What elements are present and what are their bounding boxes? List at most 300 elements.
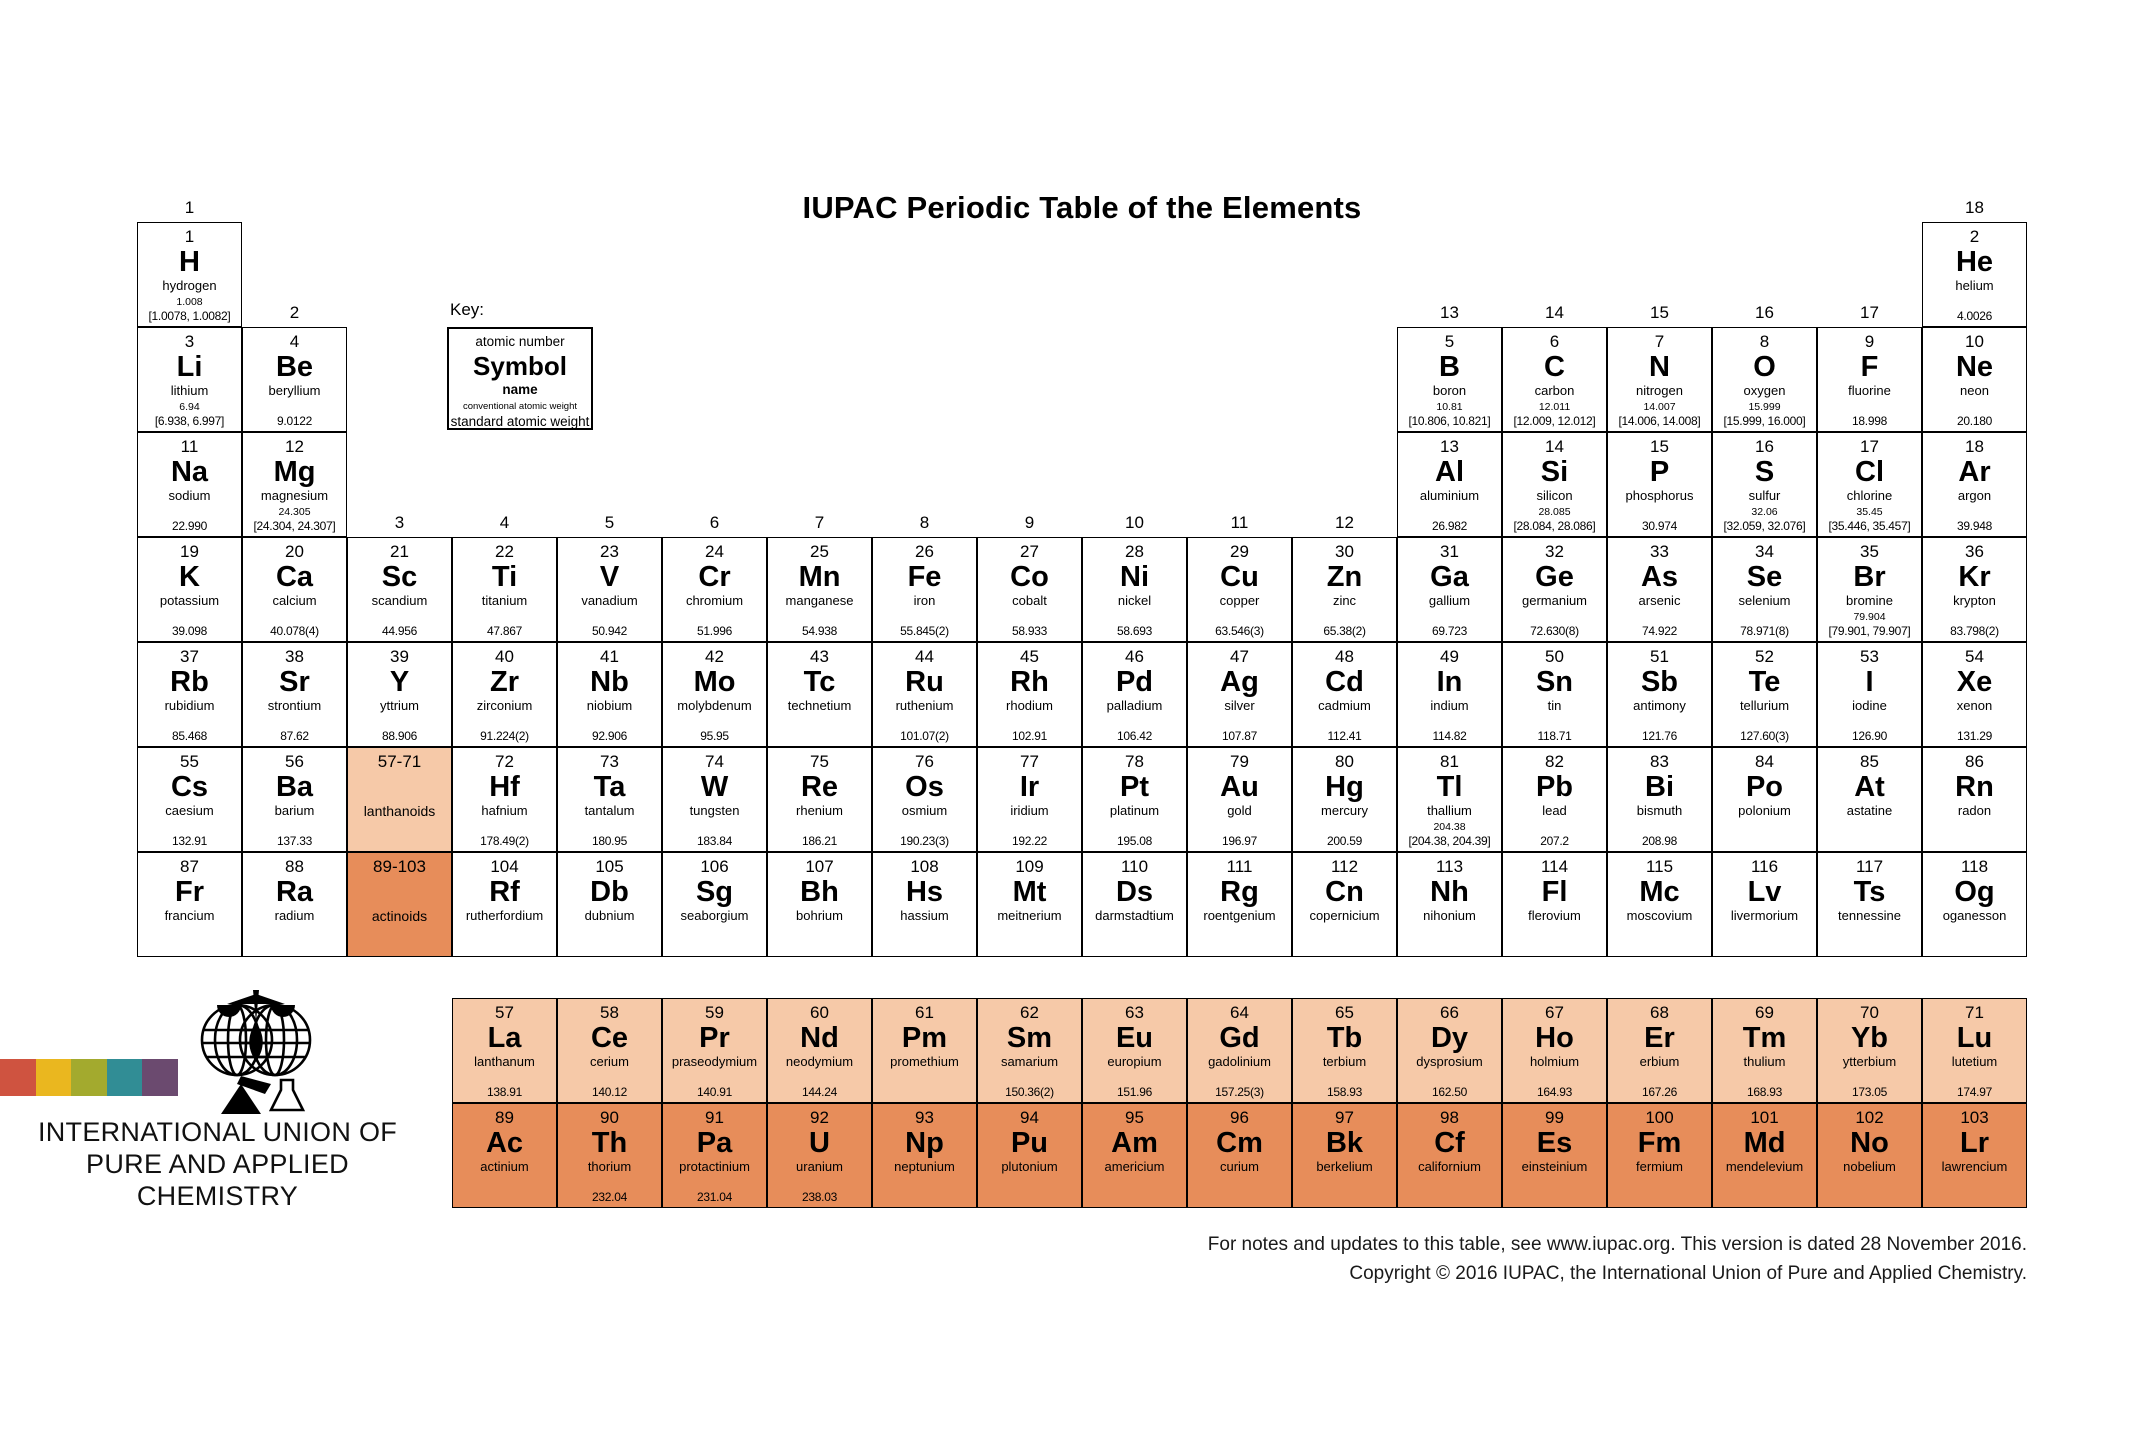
element-Ne bbox=[1922, 327, 2027, 432]
conventional-atomic-weight: 10.81 bbox=[1436, 401, 1463, 413]
standard-atomic-weight: 162.50 bbox=[1432, 1085, 1467, 1099]
atomic-number: 65 bbox=[1335, 1003, 1354, 1022]
element-At bbox=[1817, 747, 1922, 852]
element-name: gadolinium bbox=[1208, 1054, 1271, 1069]
element-Sc bbox=[347, 537, 452, 642]
element-name: barium bbox=[274, 803, 315, 818]
element-Bi bbox=[1607, 747, 1712, 852]
element-name: manganese bbox=[785, 593, 854, 608]
element-Ba bbox=[242, 747, 347, 852]
group-label-6: 6 bbox=[709, 513, 720, 532]
element-O bbox=[1712, 327, 1817, 432]
group-label-17: 17 bbox=[1860, 303, 1879, 322]
element-Pd bbox=[1082, 642, 1187, 747]
atomic-number: 106 bbox=[700, 857, 729, 876]
element-name: lutetium bbox=[1951, 1054, 1998, 1069]
element-symbol: Fm bbox=[1637, 1127, 1682, 1159]
atomic-number: 107 bbox=[805, 857, 834, 876]
element-symbol: Rg bbox=[1220, 876, 1259, 908]
element-Ni bbox=[1082, 537, 1187, 642]
element-Sm bbox=[977, 998, 1082, 1103]
element-symbol: Mo bbox=[693, 666, 736, 698]
element-Bk bbox=[1292, 1103, 1397, 1208]
element-name: cobalt bbox=[1012, 593, 1047, 608]
element-symbol: Cu bbox=[1220, 561, 1259, 593]
element-Mt bbox=[977, 852, 1082, 957]
element-symbol: Lr bbox=[1960, 1127, 1989, 1159]
element-symbol: Tm bbox=[1742, 1022, 1787, 1054]
element-symbol: P bbox=[1649, 456, 1670, 488]
element-symbol: Fl bbox=[1541, 876, 1568, 908]
element-name: niobium bbox=[586, 698, 633, 713]
element-symbol: Ds bbox=[1115, 876, 1154, 908]
element-symbol: Xe bbox=[1956, 666, 1993, 698]
iupac-emblem-icon bbox=[197, 988, 315, 1120]
standard-atomic-weight: 55.845(2) bbox=[900, 624, 949, 638]
element-Al bbox=[1397, 432, 1502, 537]
element-name: erbium bbox=[1639, 1054, 1680, 1069]
element-Rg bbox=[1187, 852, 1292, 957]
standard-atomic-weight: 151.96 bbox=[1117, 1085, 1152, 1099]
atomic-number: 60 bbox=[810, 1003, 829, 1022]
standard-atomic-weight: 118.71 bbox=[1537, 729, 1572, 743]
element-name: technetium bbox=[787, 698, 852, 713]
element-name: phosphorus bbox=[1625, 488, 1694, 503]
element-Ac bbox=[452, 1103, 557, 1208]
element-symbol: Sn bbox=[1535, 666, 1574, 698]
atomic-number: 13 bbox=[1440, 437, 1459, 456]
standard-atomic-weight: 74.922 bbox=[1642, 624, 1677, 638]
element-name: flerovium bbox=[1528, 908, 1581, 923]
group-label-3: 3 bbox=[394, 513, 405, 532]
element-K bbox=[137, 537, 242, 642]
series-label: actinoids bbox=[371, 907, 428, 924]
standard-atomic-weight: [10.806, 10.821] bbox=[1408, 414, 1491, 428]
element-Fr bbox=[137, 852, 242, 957]
element-Sn bbox=[1502, 642, 1607, 747]
standard-atomic-weight: 39.098 bbox=[172, 624, 207, 638]
color-bar-segment-5 bbox=[142, 1059, 178, 1096]
element-name: chromium bbox=[685, 593, 744, 608]
atomic-number: 81 bbox=[1440, 752, 1459, 771]
element-name: cerium bbox=[589, 1054, 629, 1069]
element-Gd bbox=[1187, 998, 1292, 1103]
element-name: bismuth bbox=[1636, 803, 1683, 818]
atomic-number: 104 bbox=[490, 857, 519, 876]
atomic-number: 66 bbox=[1440, 1003, 1459, 1022]
standard-atomic-weight: 168.93 bbox=[1747, 1085, 1782, 1099]
atomic-number: 23 bbox=[600, 542, 619, 561]
element-Fm bbox=[1607, 1103, 1712, 1208]
atomic-number: 89 bbox=[495, 1108, 514, 1127]
atomic-number: 118 bbox=[1960, 857, 1989, 876]
standard-atomic-weight: 178.49(2) bbox=[480, 834, 529, 848]
element-name: germanium bbox=[1521, 593, 1588, 608]
element-symbol: Pb bbox=[1535, 771, 1574, 803]
atomic-number: 27 bbox=[1020, 542, 1039, 561]
standard-atomic-weight: 121.76 bbox=[1642, 729, 1677, 743]
atomic-number-range: 57-71 bbox=[377, 752, 422, 771]
element-name: protactinium bbox=[679, 1159, 750, 1174]
standard-atomic-weight: 78.971(8) bbox=[1740, 624, 1789, 638]
element-symbol: Es bbox=[1536, 1127, 1573, 1159]
element-symbol: Ni bbox=[1120, 561, 1149, 593]
element-name: hydrogen bbox=[162, 278, 217, 293]
element-Tm bbox=[1712, 998, 1817, 1103]
element-name: astatine bbox=[1846, 803, 1893, 818]
element-symbol: Dy bbox=[1430, 1022, 1469, 1054]
element-name: promethium bbox=[890, 1054, 959, 1069]
element-Te bbox=[1712, 642, 1817, 747]
element-Db bbox=[557, 852, 662, 957]
element-symbol: Cf bbox=[1434, 1127, 1465, 1159]
element-Cr bbox=[662, 537, 767, 642]
standard-atomic-weight: 58.933 bbox=[1012, 624, 1047, 638]
element-symbol: Ta bbox=[593, 771, 626, 803]
atomic-number: 74 bbox=[705, 752, 724, 771]
standard-atomic-weight: 137.33 bbox=[277, 834, 312, 848]
conventional-atomic-weight: 15.999 bbox=[1748, 401, 1781, 413]
element-Zr bbox=[452, 642, 557, 747]
element-symbol: He bbox=[1955, 246, 1994, 278]
standard-atomic-weight: [35.446, 35.457] bbox=[1828, 519, 1911, 533]
element-Cl bbox=[1817, 432, 1922, 537]
element-name: terbium bbox=[1322, 1054, 1367, 1069]
atomic-number: 5 bbox=[1444, 332, 1455, 351]
element-symbol: Ru bbox=[905, 666, 944, 698]
footer-line2: Copyright © 2016 IUPAC, the International Union of Pure and Applied Chemistry. bbox=[1349, 1263, 2027, 1284]
element-Pm bbox=[872, 998, 977, 1103]
element-Ra bbox=[242, 852, 347, 957]
standard-atomic-weight: 44.956 bbox=[382, 624, 417, 638]
element-symbol: O bbox=[1753, 351, 1776, 383]
atomic-number: 55 bbox=[180, 752, 199, 771]
standard-atomic-weight: 4.0026 bbox=[1957, 309, 1992, 323]
element-name: berkelium bbox=[1316, 1159, 1373, 1174]
element-symbol: W bbox=[700, 771, 729, 803]
element-name: ruthenium bbox=[895, 698, 954, 713]
element-symbol: Rf bbox=[489, 876, 520, 908]
element-V bbox=[557, 537, 662, 642]
element-Am bbox=[1082, 1103, 1187, 1208]
standard-atomic-weight: 183.84 bbox=[697, 834, 732, 848]
element-Li bbox=[137, 327, 242, 432]
standard-atomic-weight: 140.12 bbox=[592, 1085, 627, 1099]
element-Co bbox=[977, 537, 1082, 642]
atomic-number: 59 bbox=[705, 1003, 724, 1022]
element-name: xenon bbox=[1956, 698, 1993, 713]
element-symbol: Ba bbox=[275, 771, 314, 803]
element-symbol: Pa bbox=[696, 1127, 733, 1159]
atomic-number: 58 bbox=[600, 1003, 619, 1022]
element-name: magnesium bbox=[260, 488, 329, 503]
element-name: zirconium bbox=[476, 698, 533, 713]
element-symbol: Th bbox=[591, 1127, 628, 1159]
element-Lr bbox=[1922, 1103, 2027, 1208]
standard-atomic-weight: [28.084, 28.086] bbox=[1513, 519, 1596, 533]
standard-atomic-weight: 65.38(2) bbox=[1323, 624, 1366, 638]
element-name: nihonium bbox=[1423, 908, 1476, 923]
element-symbol: Mt bbox=[1012, 876, 1047, 908]
element-Cf bbox=[1397, 1103, 1502, 1208]
standard-atomic-weight: 186.21 bbox=[802, 834, 837, 848]
standard-atomic-weight: 54.938 bbox=[802, 624, 837, 638]
atomic-number: 73 bbox=[600, 752, 619, 771]
element-Th bbox=[557, 1103, 662, 1208]
element-name: actinium bbox=[480, 1159, 529, 1174]
element-symbol: Ar bbox=[1958, 456, 1991, 488]
atomic-number: 2 bbox=[1969, 227, 1980, 246]
element-symbol: Nb bbox=[590, 666, 629, 698]
element-symbol: Re bbox=[800, 771, 839, 803]
standard-atomic-weight: 238.03 bbox=[802, 1190, 837, 1204]
element-Yb bbox=[1817, 998, 1922, 1103]
key-name: name bbox=[502, 382, 538, 397]
element-name: francium bbox=[164, 908, 215, 923]
atomic-number: 78 bbox=[1125, 752, 1144, 771]
atomic-number: 15 bbox=[1650, 437, 1669, 456]
atomic-number: 82 bbox=[1545, 752, 1564, 771]
element-Pt bbox=[1082, 747, 1187, 852]
standard-atomic-weight: 101.07(2) bbox=[900, 729, 949, 743]
element-symbol: K bbox=[179, 561, 200, 593]
element-symbol: Ne bbox=[1955, 351, 1994, 383]
atomic-number: 24 bbox=[705, 542, 724, 561]
element-name: rhodium bbox=[1006, 698, 1053, 713]
atomic-number: 85 bbox=[1860, 752, 1879, 771]
element-symbol: Sg bbox=[695, 876, 734, 908]
element-symbol: Cn bbox=[1325, 876, 1364, 908]
atomic-number: 92 bbox=[810, 1108, 829, 1127]
standard-atomic-weight: 114.82 bbox=[1432, 729, 1467, 743]
element-name: ytterbium bbox=[1842, 1054, 1897, 1069]
group-label-16: 16 bbox=[1755, 303, 1774, 322]
element-Mo bbox=[662, 642, 767, 747]
element-symbol: Nd bbox=[800, 1022, 839, 1054]
atomic-number: 99 bbox=[1545, 1108, 1564, 1127]
atomic-number: 67 bbox=[1545, 1003, 1564, 1022]
element-name: copernicium bbox=[1309, 908, 1380, 923]
atomic-number: 90 bbox=[600, 1108, 619, 1127]
standard-atomic-weight: 192.22 bbox=[1012, 834, 1047, 848]
element-name: americium bbox=[1104, 1159, 1165, 1174]
element-Po bbox=[1712, 747, 1817, 852]
element-Kr bbox=[1922, 537, 2027, 642]
element-Dy bbox=[1397, 998, 1502, 1103]
group-label-11: 11 bbox=[1230, 513, 1249, 532]
key-standard-weight: standard atomic weight bbox=[450, 414, 590, 429]
element-symbol: U bbox=[809, 1127, 830, 1159]
key-symbol: Symbol bbox=[473, 351, 567, 381]
series-label: lanthanoids bbox=[363, 802, 436, 819]
atomic-number: 18 bbox=[1965, 437, 1984, 456]
standard-atomic-weight: 20.180 bbox=[1957, 414, 1992, 428]
atomic-number: 40 bbox=[495, 647, 514, 666]
standard-atomic-weight: 85.468 bbox=[172, 729, 207, 743]
element-symbol: Cs bbox=[170, 771, 209, 803]
conventional-atomic-weight: 32.06 bbox=[1751, 506, 1778, 518]
element-symbol: Eu bbox=[1115, 1022, 1154, 1054]
element-name: argon bbox=[1957, 488, 1992, 503]
element-name: radon bbox=[1957, 803, 1992, 818]
element-Cu bbox=[1187, 537, 1292, 642]
element-name: silver bbox=[1224, 698, 1255, 713]
element-name: neptunium bbox=[894, 1159, 955, 1174]
atomic-number: 112 bbox=[1330, 857, 1359, 876]
atomic-number: 63 bbox=[1125, 1003, 1144, 1022]
standard-atomic-weight: 87.62 bbox=[280, 729, 309, 743]
atomic-number: 102 bbox=[1855, 1108, 1884, 1127]
element-symbol: Ra bbox=[275, 876, 314, 908]
element-name: holmium bbox=[1529, 1054, 1580, 1069]
element-symbol: Sm bbox=[1006, 1022, 1053, 1054]
atomic-number: 33 bbox=[1650, 542, 1669, 561]
element-symbol: Ir bbox=[1019, 771, 1040, 803]
element-Si bbox=[1502, 432, 1607, 537]
element-name: rutherfordium bbox=[465, 908, 544, 923]
standard-atomic-weight: 196.97 bbox=[1222, 834, 1257, 848]
element-symbol: Og bbox=[1954, 876, 1995, 908]
conventional-atomic-weight: 12.011 bbox=[1538, 401, 1571, 413]
element-name: seaborgium bbox=[680, 908, 749, 923]
element-U bbox=[767, 1103, 872, 1208]
element-name: nobelium bbox=[1843, 1159, 1896, 1174]
element-name: molybdenum bbox=[677, 698, 752, 713]
standard-atomic-weight: 91.224(2) bbox=[480, 729, 529, 743]
atomic-number: 61 bbox=[915, 1003, 934, 1022]
element-name: moscovium bbox=[1626, 908, 1693, 923]
element-symbol: Pu bbox=[1010, 1127, 1049, 1159]
element-name: polonium bbox=[1738, 803, 1791, 818]
element-name: thorium bbox=[587, 1159, 632, 1174]
atomic-number: 34 bbox=[1755, 542, 1774, 561]
standard-atomic-weight: 158.93 bbox=[1327, 1085, 1362, 1099]
group-label-12: 12 bbox=[1335, 513, 1354, 532]
element-symbol: Pm bbox=[901, 1022, 948, 1054]
element-name: nickel bbox=[1117, 593, 1152, 608]
atomic-number: 39 bbox=[390, 647, 409, 666]
standard-atomic-weight: 58.693 bbox=[1117, 624, 1152, 638]
element-As bbox=[1607, 537, 1712, 642]
element-symbol: Cl bbox=[1855, 456, 1884, 488]
element-name: neodymium bbox=[785, 1054, 854, 1069]
atomic-number: 96 bbox=[1230, 1108, 1249, 1127]
atomic-number: 16 bbox=[1755, 437, 1774, 456]
element-name: curium bbox=[1219, 1159, 1259, 1174]
element-C bbox=[1502, 327, 1607, 432]
atomic-number: 20 bbox=[285, 542, 304, 561]
element-Sr bbox=[242, 642, 347, 747]
element-symbol: Br bbox=[1853, 561, 1886, 593]
element-Re bbox=[767, 747, 872, 852]
atomic-number: 3 bbox=[184, 332, 195, 351]
element-name: thulium bbox=[1743, 1054, 1786, 1069]
element-name: sodium bbox=[168, 488, 211, 503]
conventional-atomic-weight: 204.38 bbox=[1433, 821, 1466, 833]
element-Tl bbox=[1397, 747, 1502, 852]
element-name: lanthanum bbox=[474, 1054, 535, 1069]
element-Rb bbox=[137, 642, 242, 747]
atomic-number: 9 bbox=[1864, 332, 1875, 351]
standard-atomic-weight: 132.91 bbox=[172, 834, 207, 848]
atomic-number: 30 bbox=[1335, 542, 1354, 561]
element-symbol: Y bbox=[389, 666, 410, 698]
element-name: arsenic bbox=[1638, 593, 1681, 608]
atomic-number: 48 bbox=[1335, 647, 1354, 666]
element-Mn bbox=[767, 537, 872, 642]
atomic-number: 38 bbox=[285, 647, 304, 666]
element-Lu bbox=[1922, 998, 2027, 1103]
element-name: scandium bbox=[371, 593, 428, 608]
atomic-number: 29 bbox=[1230, 542, 1249, 561]
element-name: strontium bbox=[267, 698, 322, 713]
element-symbol: At bbox=[1854, 771, 1885, 803]
element-symbol: Am bbox=[1111, 1127, 1158, 1159]
atomic-number: 49 bbox=[1440, 647, 1459, 666]
element-symbol: Pd bbox=[1115, 666, 1154, 698]
atomic-number: 12 bbox=[285, 437, 304, 456]
atomic-number: 84 bbox=[1755, 752, 1774, 771]
atomic-number: 10 bbox=[1965, 332, 1984, 351]
element-Cs bbox=[137, 747, 242, 852]
element-Ag bbox=[1187, 642, 1292, 747]
element-symbol: Mg bbox=[273, 456, 316, 488]
iupac-org-name bbox=[5, 1116, 430, 1212]
element-symbol: Gd bbox=[1219, 1022, 1260, 1054]
standard-atomic-weight: 131.29 bbox=[1957, 729, 1992, 743]
atomic-number: 109 bbox=[1015, 857, 1044, 876]
element-name: indium bbox=[1430, 698, 1469, 713]
element-N bbox=[1607, 327, 1712, 432]
conventional-atomic-weight: 14.007 bbox=[1643, 401, 1676, 413]
element-He bbox=[1922, 222, 2027, 327]
element-symbol: Os bbox=[905, 771, 944, 803]
element-symbol: Na bbox=[170, 456, 209, 488]
color-bar-segment-2 bbox=[36, 1059, 72, 1096]
group-label-15: 15 bbox=[1650, 303, 1669, 322]
element-symbol: Cr bbox=[698, 561, 731, 593]
element-name: oganesson bbox=[1942, 908, 2007, 923]
element-symbol: Db bbox=[590, 876, 629, 908]
atomic-number: 100 bbox=[1645, 1108, 1674, 1127]
element-Xe bbox=[1922, 642, 2027, 747]
standard-atomic-weight: 22.990 bbox=[172, 519, 207, 533]
page-title: IUPAC Periodic Table of the Elements bbox=[802, 190, 1362, 225]
atomic-number: 108 bbox=[910, 857, 939, 876]
element-name: antimony bbox=[1633, 698, 1686, 713]
atomic-number: 113 bbox=[1435, 857, 1464, 876]
element-symbol: Sb bbox=[1640, 666, 1679, 698]
element-Pu bbox=[977, 1103, 1082, 1208]
element-symbol: Sc bbox=[381, 561, 418, 593]
group-label-13: 13 bbox=[1440, 303, 1459, 322]
element-Pb bbox=[1502, 747, 1607, 852]
element-name: californium bbox=[1418, 1159, 1481, 1174]
element-name: roentgenium bbox=[1203, 908, 1276, 923]
element-symbol: V bbox=[599, 561, 620, 593]
atomic-number: 88 bbox=[285, 857, 304, 876]
element-symbol: Hs bbox=[905, 876, 944, 908]
standard-atomic-weight: 190.23(3) bbox=[900, 834, 949, 848]
element-symbol: Al bbox=[1435, 456, 1464, 488]
element-symbol: Se bbox=[1746, 561, 1783, 593]
iupac-color-bar bbox=[0, 1059, 178, 1096]
element-name: carbon bbox=[1534, 383, 1575, 398]
conventional-atomic-weight: 79.904 bbox=[1853, 611, 1886, 623]
group-label-18: 18 bbox=[1965, 198, 1984, 217]
atomic-number: 43 bbox=[810, 647, 829, 666]
atomic-number: 32 bbox=[1545, 542, 1564, 561]
